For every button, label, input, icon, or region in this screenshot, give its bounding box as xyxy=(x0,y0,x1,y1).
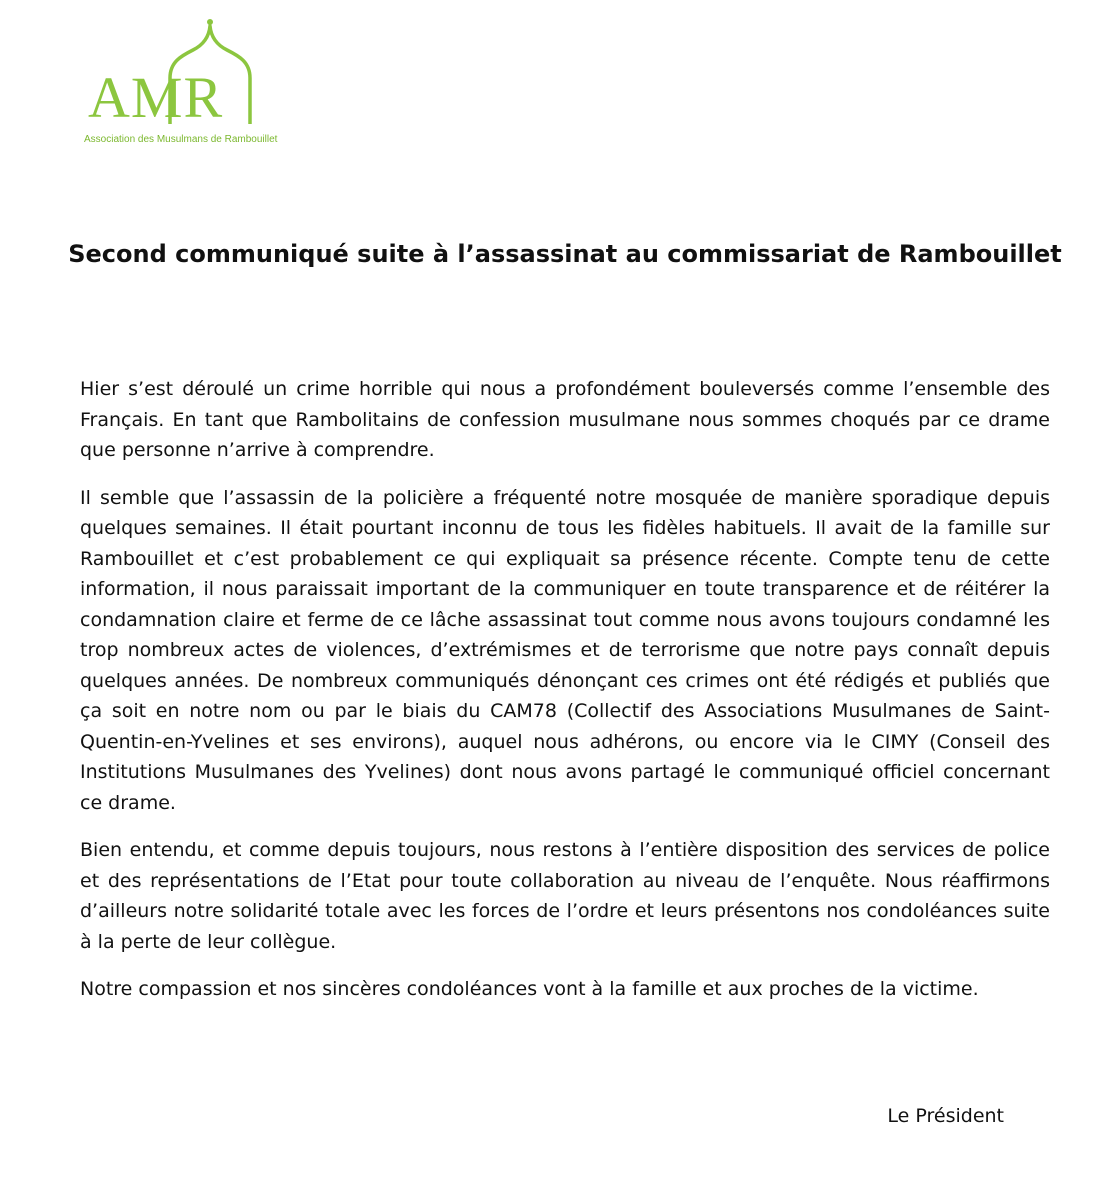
paragraph: Notre compassion et nos sincères condoléances vont à la famille et aux proches de la victime. xyxy=(80,978,979,1000)
document-title: Second communiqué suite à l’assassinat au commissariat de Rambouillet xyxy=(68,240,1062,268)
logo-letters: AMR xyxy=(88,65,224,130)
paragraph: Il semble que l’assassin de la policière a fréquenté notre mosquée de manière sporadique depuis quelques semaines. Il était pourtant inconnu de tous les fidèles habituels. Il avait de la famille sur Rambouillet et c’est probablement ce qui expliquait sa présence récente. Compte tenu de cette information, il nous paraissait important de la communiquer en toute transparence et de réitérer la condamnation claire et ferme de ce lâche assassinat tout comme nous avons toujours condamné les trop nombreux actes de violences, d’extrémismes et de terrorisme que notre pays connaît depuis quelques années. De nombreux communiqués dénonçant ces crimes ont été rédigés et publiés que ça soit en notre nom ou par le biais du CAM78 (Collectif des Associations Musulmanes de Saint-Quentin-en-Yvelines et ses environs), auquel nous adhérons, ou encore via le CIMY (Conseil des Institutions Musulmanes des Yvelines) dont nous avons partagé le communiqué officiel concernant ce drame. xyxy=(80,486,1050,814)
signature: Le Président xyxy=(887,1105,1004,1127)
amr-logo xyxy=(84,16,278,145)
paragraph: Hier s’est déroulé un crime horrible qui nous a profondément bouleversés comme l’ensemble des Français. En tant que Rambolitains de confession musulmane nous sommes choqués par ce drame que personne n’arrive à comprendre. xyxy=(80,378,1050,461)
document-body xyxy=(80,374,1050,1022)
paragraph: Bien entendu, et comme depuis toujours, nous restons à l’entière disposition des services de police et des représentations de l’Etat pour toute collaboration au niveau de l’enquête. Nous réaffirmons d’ailleurs notre solidarité totale avec les forces de l’ordre et leurs présentons nos condoléances suite à la perte de leur collègue. xyxy=(80,839,1050,953)
logo-caption: Association des Musulmans de Rambouillet xyxy=(84,134,278,145)
